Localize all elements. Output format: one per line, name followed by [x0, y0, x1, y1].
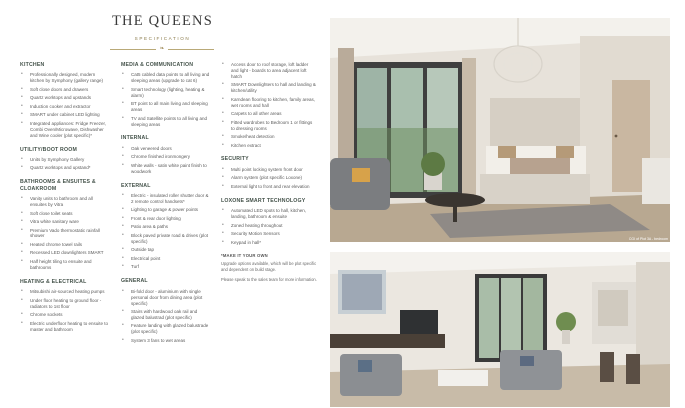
list-item: • Block paved private road & drives (plot specific)	[121, 233, 211, 245]
list-item: • Integrated appliances: Fridge Freezer, Combi Oven/Microwave, Dishwasher and Wine cooler (plot specific)*	[20, 121, 110, 139]
list-item: • Outside tap	[121, 247, 211, 253]
page-subtitle: SPECIFICATION	[134, 36, 191, 41]
list-item: • Under floor heating to ground floor - radiators to 1st floor	[20, 298, 110, 310]
list-item: • Bi-fold door - aluminium with single personal door from dining area (plot specific)	[121, 289, 211, 307]
section-heading-external: EXTERNAL	[121, 182, 151, 189]
list-item: • Karndean flooring to kitchen, family areas, wet rooms and hall	[221, 97, 317, 109]
list-item: • White walls - satin white paint finish to woodwork	[121, 163, 211, 175]
list-item: • Soft close doors and drawers	[20, 87, 110, 93]
list-item: • Cat5 cabled data points to all living and sleeping areas (upgrade to cat 6)	[121, 72, 211, 84]
divider-right	[168, 49, 214, 50]
loxone-list	[221, 208, 317, 245]
section-heading-heating: HEATING & ELECTRICAL	[20, 278, 87, 285]
make-it-your-own-note	[221, 253, 317, 283]
list-item: • Turf	[121, 264, 211, 270]
internal-list	[121, 146, 211, 175]
spec-column-1	[20, 62, 110, 340]
list-item: • Electrical point	[121, 256, 211, 262]
list-item: • Carpets to all other areas	[221, 111, 317, 117]
list-item: • Fitted wardrobes to Bedroom 1 or fittings to dressing rooms	[221, 120, 317, 132]
list-item: • Oak veneered doors	[121, 146, 211, 152]
note-title: *MAKE IT YOUR OWN	[221, 253, 268, 259]
list-item: • Automated LED spots to hall, kitchen, landing, bathroom & ensuite	[221, 208, 317, 220]
note-text: Please speak to the sales team for more information.	[221, 277, 317, 283]
media-list	[121, 72, 211, 127]
list-item: • Lighting to garage & power points	[121, 207, 211, 213]
list-item: • Soft close toilet seats	[20, 211, 110, 217]
list-item: • Smoke/heat detection	[221, 134, 317, 140]
list-item: • Recessed LED downlighters SMART	[20, 250, 110, 256]
list-item: • Access door to roof storage, loft ladder and light - boards to area adjacent loft hatch	[221, 62, 317, 80]
specification-panel	[0, 0, 325, 408]
spec-column-2	[121, 62, 211, 352]
utility-list	[20, 157, 110, 171]
list-item: • Heated chrome towel rails	[20, 242, 110, 248]
list-item: • Quartz worktops and upstands	[20, 95, 110, 101]
list-item: • Induction cooker and extractor	[20, 104, 110, 110]
list-item: • Alarm system (plot specific Loxone)	[221, 175, 317, 181]
list-item: • BT point to all main living and sleeping areas	[121, 101, 211, 113]
list-item: • Kitchen extract	[221, 143, 317, 149]
list-item: • Units by Symphony Gallery	[20, 157, 110, 163]
page-title: THE QUEENS	[111, 13, 213, 29]
bedroom-illustration	[330, 18, 670, 242]
bedroom-photo	[330, 18, 670, 242]
list-item: • Security Motion Sensors	[221, 231, 317, 237]
list-item: • Smart technology (lighting, heating & alarm)	[121, 87, 211, 99]
list-item: • Multi point locking system front door	[221, 167, 317, 173]
list-item: • External light to front and rear elevation	[221, 184, 317, 190]
list-item: • Electric underfloor heating to ensuite to master and bathroom	[20, 321, 110, 333]
photo-caption: CGI of Plot 3A - bedroom	[628, 237, 668, 241]
list-item: • Vanity units to bathroom and all ensuites by Vitra	[20, 196, 110, 208]
section-heading-kitchen: KITCHEN	[20, 62, 45, 68]
list-item: • Patio area & paths	[121, 224, 211, 230]
list-item: • SMART Downlighters to hall and landing & kitchen/utility	[221, 82, 317, 94]
list-item: • Quartz worktops and upstand*	[20, 165, 110, 171]
heating-list	[20, 289, 110, 332]
list-item: • Front & rear door lighting	[121, 216, 211, 222]
list-item: • Electric - insulated roller shutter door & 2 remote control handsets*	[121, 193, 211, 205]
list-item: • Mitsubishi air-sourced heating pumps	[20, 289, 110, 295]
list-item: • Chrome finished ironmongery	[121, 154, 211, 160]
list-item: • Zoned heating throughout	[221, 223, 317, 229]
bathrooms-list	[20, 196, 110, 271]
section-heading-media: MEDIA & COMMUNICATION	[121, 62, 194, 68]
section-heading-internal: INTERNAL	[121, 135, 149, 142]
section-heading-security: SECURITY	[221, 156, 249, 163]
list-item: • Stairs with hardwood oak rail and glazed balustrad (plot specific)	[121, 309, 211, 321]
section-heading-general: GENERAL	[121, 278, 148, 285]
interior-list	[221, 62, 317, 148]
list-item: • Professionally designed, modern kitchen by Symphony (gallery range)	[20, 72, 110, 84]
list-item: • Half height tiling to ensuite and bathrooms	[20, 259, 110, 271]
list-item: • System 3 fans to wet areas	[121, 338, 211, 344]
photo-panel	[325, 0, 685, 408]
section-heading-bathrooms: BATHROOMS & ENSUITES & CLOAKROOM	[20, 179, 96, 192]
spec-column-3	[221, 62, 317, 288]
general-list	[121, 289, 211, 344]
list-item: • Premium Vado thermostatic rainfall shower	[20, 228, 110, 240]
note-text: Upgrade options available, which will be plot specific and dependent on build stage.	[221, 261, 317, 272]
section-heading-utility: UTILITY/BOOT ROOM	[20, 146, 77, 153]
list-item: • SMART under cabinet LED lighting	[20, 112, 110, 118]
living-room-illustration	[330, 252, 670, 407]
list-item: • TV and Satellite points to all living and sleeping areas	[121, 116, 211, 128]
list-item: • Feature landing with glazed balustrade (plot specific)	[121, 323, 211, 335]
section-heading-loxone: LOXONE SMART TECHNOLOGY	[221, 197, 306, 204]
list-item: • Keypad in hall*	[221, 240, 317, 246]
kitchen-list	[20, 72, 110, 138]
living-room-photo	[330, 252, 670, 407]
external-list	[121, 193, 211, 270]
list-item: • Chrome sockets	[20, 312, 110, 318]
ornament-icon: ❧	[159, 46, 165, 52]
list-item: • Vitra white sanitary ware	[20, 219, 110, 225]
security-list	[221, 167, 317, 190]
